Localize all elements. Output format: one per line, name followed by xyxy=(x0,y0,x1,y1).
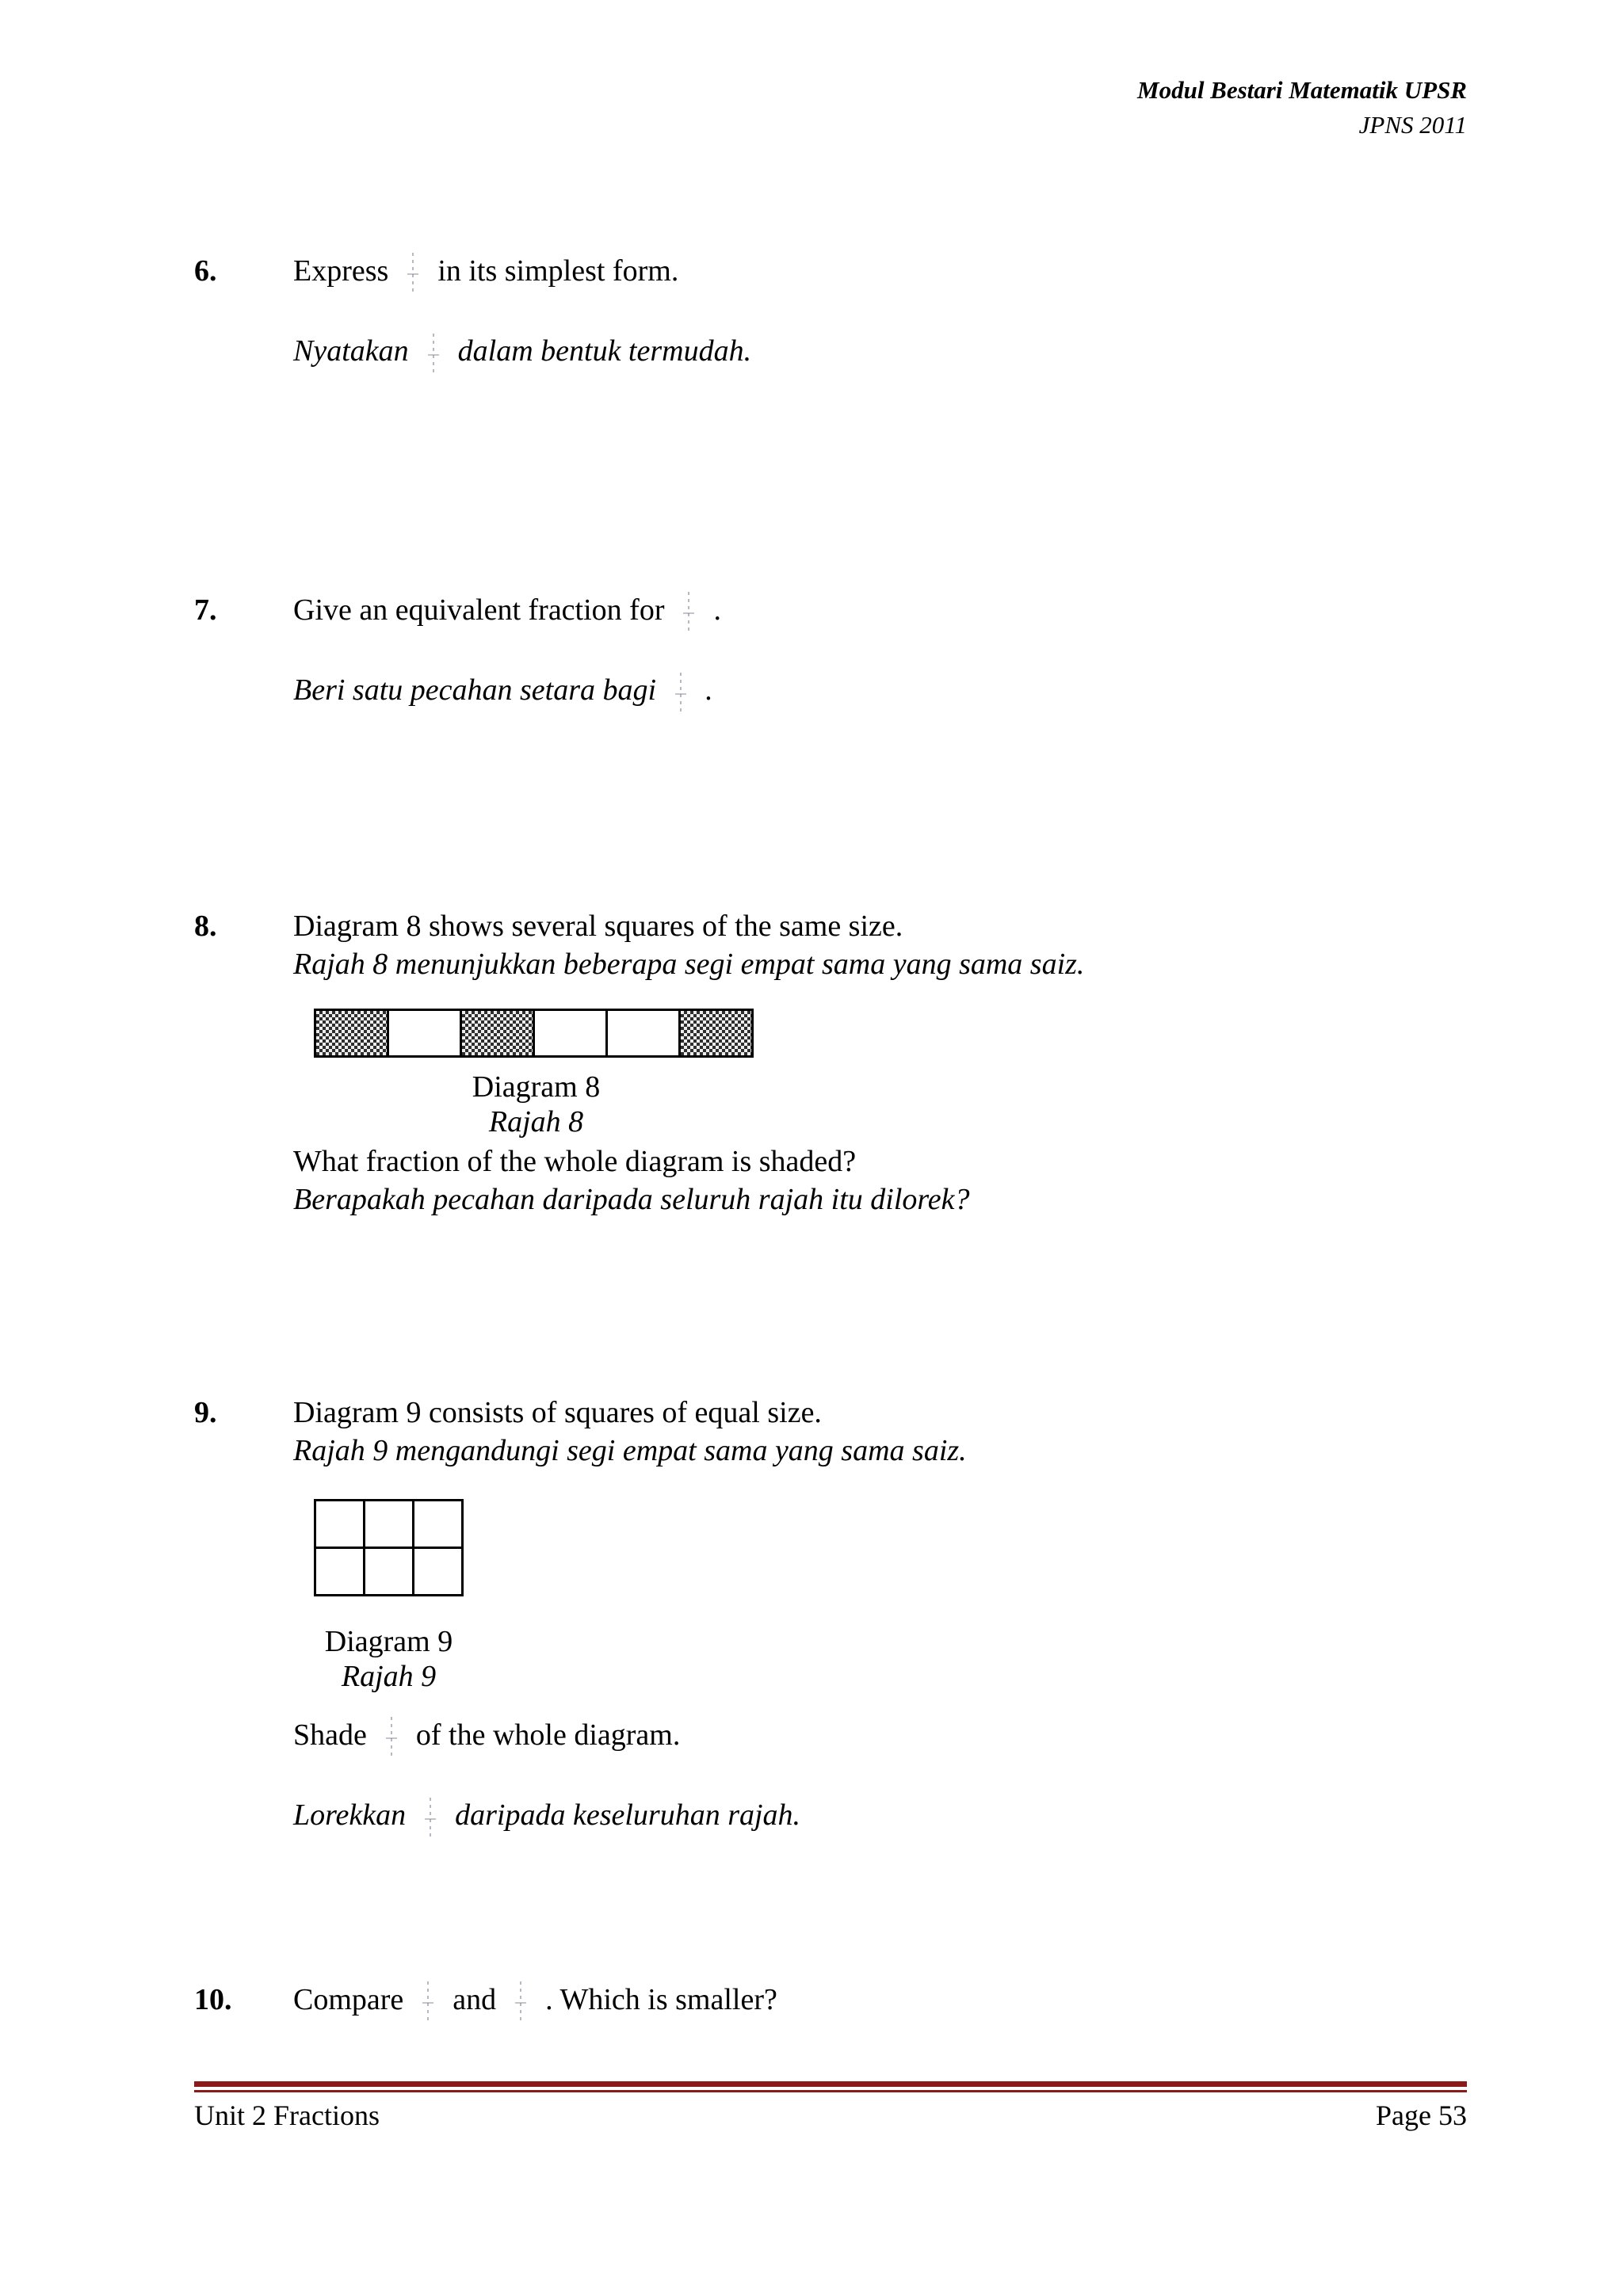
question-number: 8. xyxy=(194,910,217,943)
question-number: 10. xyxy=(194,1983,232,2016)
text-run: Give an equivalent fraction for xyxy=(293,593,665,627)
fraction-placeholder xyxy=(685,592,693,633)
diagram-9-caption xyxy=(314,1624,464,1694)
text-run: . xyxy=(705,673,713,707)
text-run: of the whole diagram. xyxy=(415,1718,681,1752)
doc-title: Modul Bestari Matematik UPSR xyxy=(1137,76,1467,104)
square xyxy=(389,1011,460,1055)
shaded-square xyxy=(681,1011,751,1055)
question-line-en xyxy=(293,1716,1430,1758)
text-run: Beri satu pecahan setara bagi xyxy=(293,673,657,707)
footer-rule xyxy=(194,2081,1467,2092)
question-body xyxy=(293,1394,1430,1839)
question-line-ms: Berapakah pecahan daripada seluruh rajah itu dilorek? xyxy=(293,1183,970,1216)
question-intro-en: Diagram 9 consists of squares of equal size. xyxy=(293,1396,822,1429)
question-line-ms xyxy=(293,332,1430,374)
square xyxy=(414,1501,461,1547)
square xyxy=(316,1501,363,1547)
doc-subtitle: JPNS 2011 xyxy=(1358,111,1467,139)
question-number: 7. xyxy=(194,593,217,627)
square xyxy=(535,1011,605,1055)
fraction-placeholder xyxy=(388,1717,395,1758)
diagram-9 xyxy=(314,1499,464,1596)
caption-ms: Rajah 9 xyxy=(341,1660,437,1693)
question-line-en: What fraction of the whole diagram is shaded? xyxy=(293,1145,857,1178)
square xyxy=(608,1011,678,1055)
square xyxy=(365,1549,412,1594)
text-run: Shade xyxy=(293,1718,367,1752)
text-run: Nyatakan xyxy=(293,334,409,368)
question-body xyxy=(293,252,1430,375)
fraction-placeholder xyxy=(430,334,437,375)
document-header xyxy=(1137,75,1467,140)
text-run: Lorekkan xyxy=(293,1798,407,1833)
question-line-ms xyxy=(293,1796,1430,1838)
diagram-8-caption xyxy=(314,1070,758,1139)
caption-ms: Rajah 8 xyxy=(488,1105,584,1138)
footer-page-number: Page 53 xyxy=(1376,2100,1467,2131)
square xyxy=(414,1549,461,1594)
fraction-placeholder xyxy=(677,673,685,714)
footer-unit-label: Unit 2 Fractions xyxy=(194,2100,380,2131)
question-line-ms xyxy=(293,671,1430,713)
question-8 xyxy=(194,907,1430,1219)
question-intro-ms: Rajah 9 mengandungi segi empat sama yang sama saiz. xyxy=(293,1434,967,1467)
shaded-square xyxy=(316,1011,387,1055)
diagram-8 xyxy=(314,1009,754,1058)
fraction-placeholder xyxy=(409,253,417,294)
question-9 xyxy=(194,1394,1430,1839)
fraction-placeholder xyxy=(424,1981,432,2023)
question-line-en xyxy=(293,252,1430,294)
question-intro-en: Diagram 8 shows several squares of the same size. xyxy=(293,910,903,943)
question-intro-ms: Rajah 8 menunjukkan beberapa segi empat sama yang sama saiz. xyxy=(293,948,1085,981)
fraction-placeholder xyxy=(517,1981,525,2023)
square xyxy=(316,1549,363,1594)
text-run: . xyxy=(713,593,721,627)
text-run: Express xyxy=(293,254,389,288)
shaded-square xyxy=(462,1011,533,1055)
question-body xyxy=(293,907,1430,1219)
document-footer xyxy=(194,2096,1467,2134)
square xyxy=(365,1501,412,1547)
text-run: daripada keseluruhan rajah. xyxy=(455,1798,801,1833)
caption-en: Diagram 8 xyxy=(472,1070,601,1104)
caption-en: Diagram 9 xyxy=(324,1625,453,1658)
text-run: and xyxy=(453,1983,497,2016)
text-run: dalam bentuk termudah. xyxy=(457,334,752,368)
question-body xyxy=(293,1981,1430,2023)
question-line-en xyxy=(293,1981,1430,2023)
text-run: in its simplest form. xyxy=(437,254,679,288)
question-7 xyxy=(194,591,1430,714)
question-body xyxy=(293,591,1430,714)
question-line-en xyxy=(293,591,1430,633)
question-6 xyxy=(194,252,1430,375)
question-number: 6. xyxy=(194,254,217,288)
fraction-placeholder xyxy=(426,1798,434,1839)
question-number: 9. xyxy=(194,1396,217,1429)
text-run: Compare xyxy=(293,1983,404,2016)
text-run: . Which is smaller? xyxy=(545,1983,777,2016)
question-10 xyxy=(194,1981,1430,2023)
